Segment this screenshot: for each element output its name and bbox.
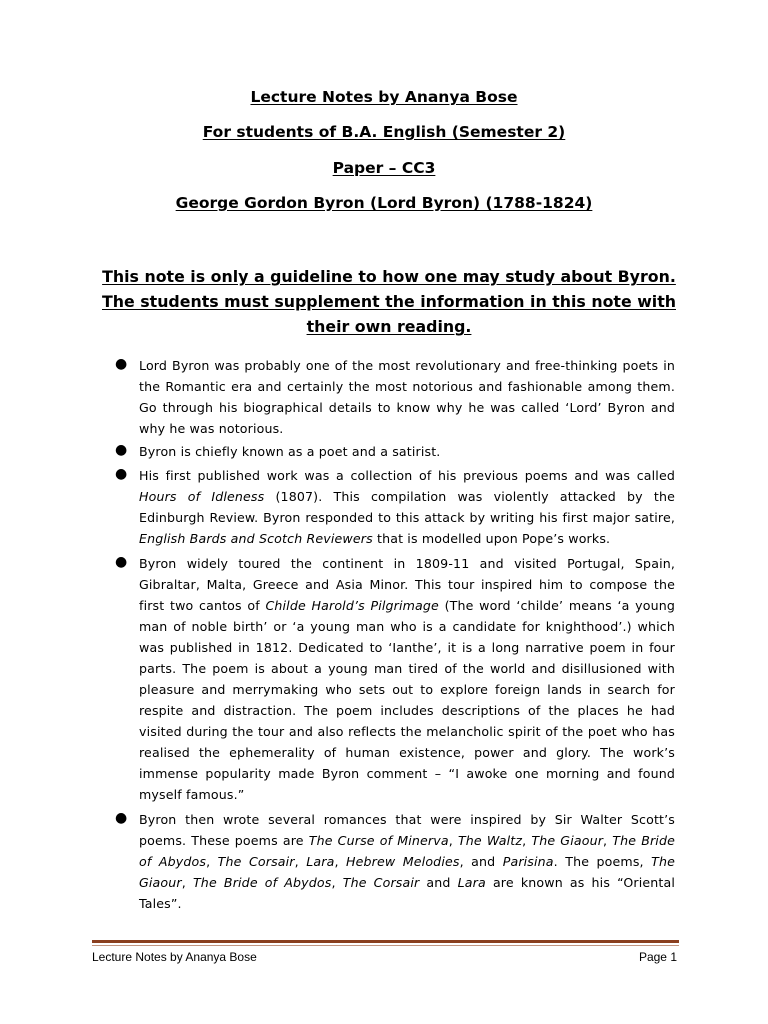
bullet-icon: ● — [115, 554, 128, 570]
list-item — [115, 441, 675, 462]
list-item-text: are known as his “Oriental Tales”. — [139, 875, 675, 911]
bullet-icon: ● — [115, 466, 128, 482]
list-item — [115, 809, 676, 914]
list-item-text: (1807). This compilation was violently attacked by the Edinburgh Review. Byron responded to this attack by writing his first major satire, — [139, 489, 675, 525]
footer-rule-thin — [92, 945, 679, 946]
work-title: The Curse of Minerva — [308, 833, 449, 848]
list-item-text: (The word ‘childe’ means ‘a young man of noble birth’ or ‘a young man who is a candidate for knighthood’.) which was published in 1812. Dedicated to ‘Ianthe’, it is a long narrative poem in four parts. The poem is about a young man tired of the world and disillusioned with pleasure and merrymaking who sets out to explore foreign lands in search for respite and distraction. The poem includes descriptions of the places he had visited during the tour and also reflects the melancholic spirit of the poet who has realised the ephemerality of human existence, power and glory. The work’s immense popularity made Byron comment – “I awoke one morning and found myself famous.” — [139, 598, 675, 802]
bullet-list — [0, 355, 768, 914]
list-item-text: Byron then wrote several romances that were inspired by Sir Walter Scott’s poems. These poems are — [139, 812, 675, 848]
work-title: The Giaour — [531, 833, 604, 848]
separator: and — [419, 875, 458, 890]
work-title: Hours of Idleness — [139, 489, 265, 504]
course-line: For students of B.A. English (Semester 2) — [202, 123, 566, 141]
work-title: Childe Harold’s Pilgrimage — [265, 598, 439, 613]
work-title: Hebrew Melodies — [346, 854, 460, 869]
work-title: The Corsair — [342, 875, 420, 890]
work-title: The Waltz — [457, 833, 523, 848]
separator: , — [522, 833, 532, 848]
list-item — [115, 355, 675, 439]
work-title: Lara — [306, 854, 335, 869]
work-title: The Bride of Abydos — [139, 833, 676, 869]
work-title: The Giaour — [139, 854, 675, 890]
page-number: Page 1 — [638, 950, 677, 964]
footer-rule — [92, 940, 679, 943]
separator: , — [334, 854, 347, 869]
list-item-text: Byron is chiefly known as a poet and a satirist. — [139, 444, 441, 459]
work-title: Lara — [457, 875, 486, 890]
separator: . The poems, — [553, 854, 652, 869]
separator: , — [181, 875, 193, 890]
work-title: English Bards and Scotch Reviewers — [139, 531, 373, 546]
separator: , and — [459, 854, 503, 869]
separator: , — [294, 854, 307, 869]
bullet-icon: ● — [115, 442, 128, 458]
list-item — [115, 553, 675, 805]
work-title: The Corsair — [217, 854, 295, 869]
list-item-text: that is modelled upon Pope’s works. — [372, 531, 611, 546]
list-item-text: Lord Byron was probably one of the most revolutionary and free-thinking poets in the Romantic era and certainly the most notorious and fashionable among them. Go through his biographical details to know why he was called ‘Lord’ Byron and why he was notorious. — [139, 358, 675, 436]
topic-line: George Gordon Byron (Lord Byron) (1788-1824) — [175, 194, 593, 212]
separator: , — [603, 833, 613, 848]
work-title: The Bride of Abydos — [192, 875, 332, 890]
bullet-icon: ● — [115, 810, 128, 826]
separator: , — [206, 854, 218, 869]
separator: , — [331, 875, 343, 890]
bullet-icon: ● — [115, 356, 128, 372]
paper-line: Paper – CC3 — [332, 159, 436, 177]
intro-note: This note is only a guideline to how one may study about Byron. The students must supplement the information in this note with their own reading. — [102, 267, 676, 336]
footer-author: Lecture Notes by Ananya Bose — [92, 950, 257, 964]
list-item — [115, 465, 675, 549]
separator: , — [448, 833, 458, 848]
list-item-text: His first published work was a collection of his previous poems and was called — [139, 468, 675, 483]
work-title: Parisina — [502, 854, 554, 869]
list-item-text: Byron widely toured the continent in 1809-11 and visited Portugal, Spain, Gibraltar, Malta, Greece and Asia Minor. This tour inspired him to compose the first two cantos of — [139, 556, 675, 613]
doc-title: Lecture Notes by Ananya Bose — [250, 88, 518, 106]
